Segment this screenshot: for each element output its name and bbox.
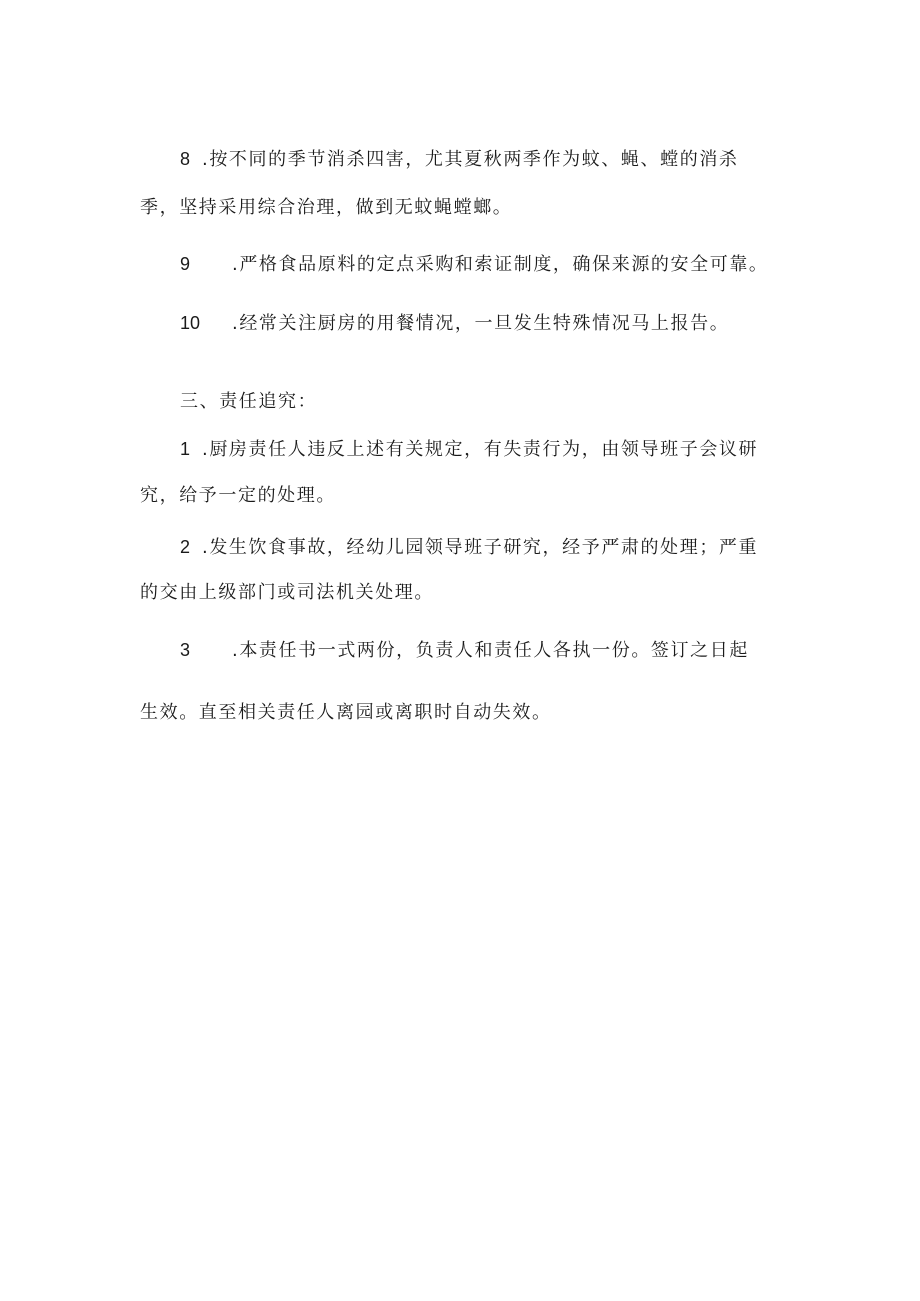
duty-item-3-continuation: 生效。直至相关责任人离园或离职时自动失效。 xyxy=(140,702,552,723)
item-number: 2 xyxy=(180,537,191,557)
item-number: 3 xyxy=(180,640,191,660)
duty-item-1 xyxy=(180,437,820,462)
item-number: 1 xyxy=(180,439,191,459)
list-item-9 xyxy=(180,252,820,277)
duty-item-2 xyxy=(180,535,820,560)
item-text: .发生饮食事故，经幼儿园领导班子研究，经予严肃的处理；严重 xyxy=(202,537,759,558)
list-item-8 xyxy=(180,147,820,172)
duty-item-2-continuation: 的交由上级部门或司法机关处理。 xyxy=(140,582,434,603)
section-heading: 三、责任追究： xyxy=(180,391,318,412)
duty-item-3 xyxy=(180,638,820,663)
list-item-10 xyxy=(180,311,820,336)
item-number: 10 xyxy=(180,313,201,333)
duty-item-1-continuation: 究，给予一定的处理。 xyxy=(140,485,336,506)
item-text: .本责任书一式两份，负责人和责任人各执一份。签订之日起 xyxy=(232,640,749,661)
item-text: .按不同的季节消杀四害，尤其夏秋两季作为蚊、蝇、螳的消杀 xyxy=(202,149,739,170)
item-text: .经常关注厨房的用餐情况，一旦发生特殊情况马上报告。 xyxy=(232,313,730,334)
item-number: 8 xyxy=(180,149,191,169)
item-number: 9 xyxy=(180,254,191,274)
item-text: .厨房责任人违反上述有关规定，有失责行为，由领导班子会议研 xyxy=(202,439,759,460)
item-text: .严格食品原料的定点采购和索证制度，确保来源的安全可靠。 xyxy=(232,254,769,275)
list-item-8-continuation: 季，坚持采用综合治理，做到无蚊蝇螳螂。 xyxy=(140,197,513,218)
